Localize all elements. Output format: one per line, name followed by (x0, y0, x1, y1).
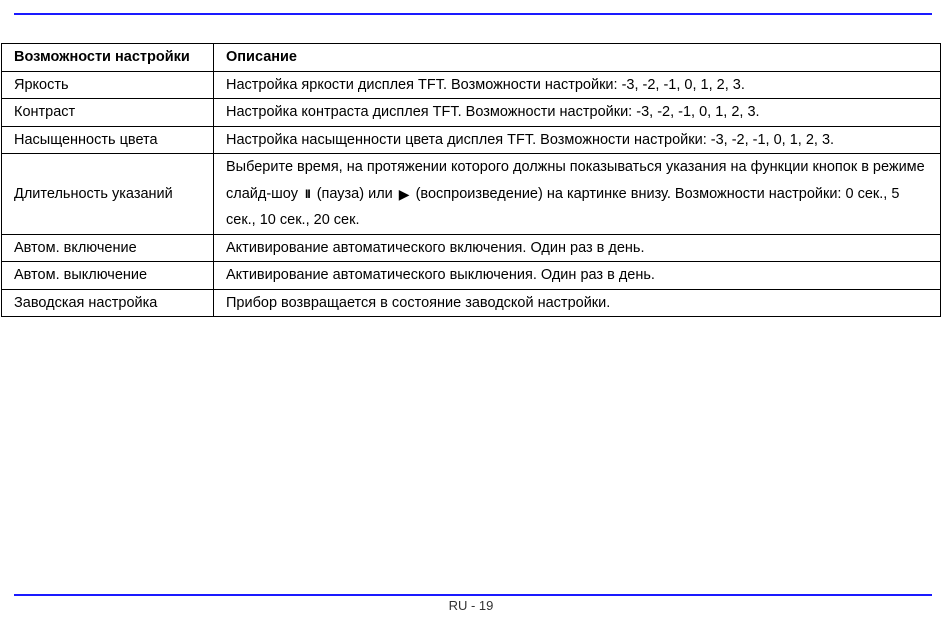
top-rule (14, 13, 932, 15)
setting-name: Автом. выключение (2, 262, 214, 290)
bottom-rule (14, 594, 932, 596)
settings-table (1, 43, 941, 317)
setting-name: Заводская настройка (2, 289, 214, 317)
play-icon: ▶ (398, 185, 410, 202)
setting-description: Настройка яркости дисплея TFT. Возможности настройки: -3, -2, -1, 0, 1, 2, 3. (214, 71, 941, 99)
setting-description: Настройка насыщенности цвета дисплея TFT. Возможности настройки: -3, -2, -1, 0, 1, 2, 3. (214, 126, 941, 154)
setting-name: Длительность указаний (2, 154, 214, 235)
setting-description (214, 154, 941, 235)
setting-name: Яркость (2, 71, 214, 99)
description-part-2: (пауза) или (316, 185, 393, 202)
setting-description: Активирование автоматического включения. Один раз в день. (214, 234, 941, 262)
table-row (2, 99, 941, 127)
setting-name: Насыщенность цвета (2, 126, 214, 154)
header-setting: Возможности настройки (2, 44, 214, 72)
description-part-1: Выберите время, на протяжении которого должны показываться указания на функции кнопок в режиме слайд-шоу (226, 159, 925, 202)
setting-description: Прибор возвращается в состояние заводской настройки. (214, 289, 941, 317)
table-header-row (2, 44, 941, 72)
setting-description: Настройка контраста дисплея TFT. Возможности настройки: -3, -2, -1, 0, 1, 2, 3. (214, 99, 941, 127)
table-row (2, 234, 941, 262)
page-number: RU - 19 (448, 598, 494, 613)
table-row (2, 289, 941, 317)
header-description: Описание (214, 44, 941, 72)
setting-name: Контраст (2, 99, 214, 127)
table-row (2, 126, 941, 154)
description-part-3: (воспроизведение) на картинке внизу. Возможности настройки: 0 сек., 5 сек., 10 сек., 20 сек. (226, 185, 900, 229)
table-row (2, 262, 941, 290)
table-row (2, 71, 941, 99)
table-row (2, 154, 941, 235)
pause-icon: II (304, 186, 310, 201)
setting-description: Активирование автоматического выключения. Один раз в день. (214, 262, 941, 290)
setting-name: Автом. включение (2, 234, 214, 262)
